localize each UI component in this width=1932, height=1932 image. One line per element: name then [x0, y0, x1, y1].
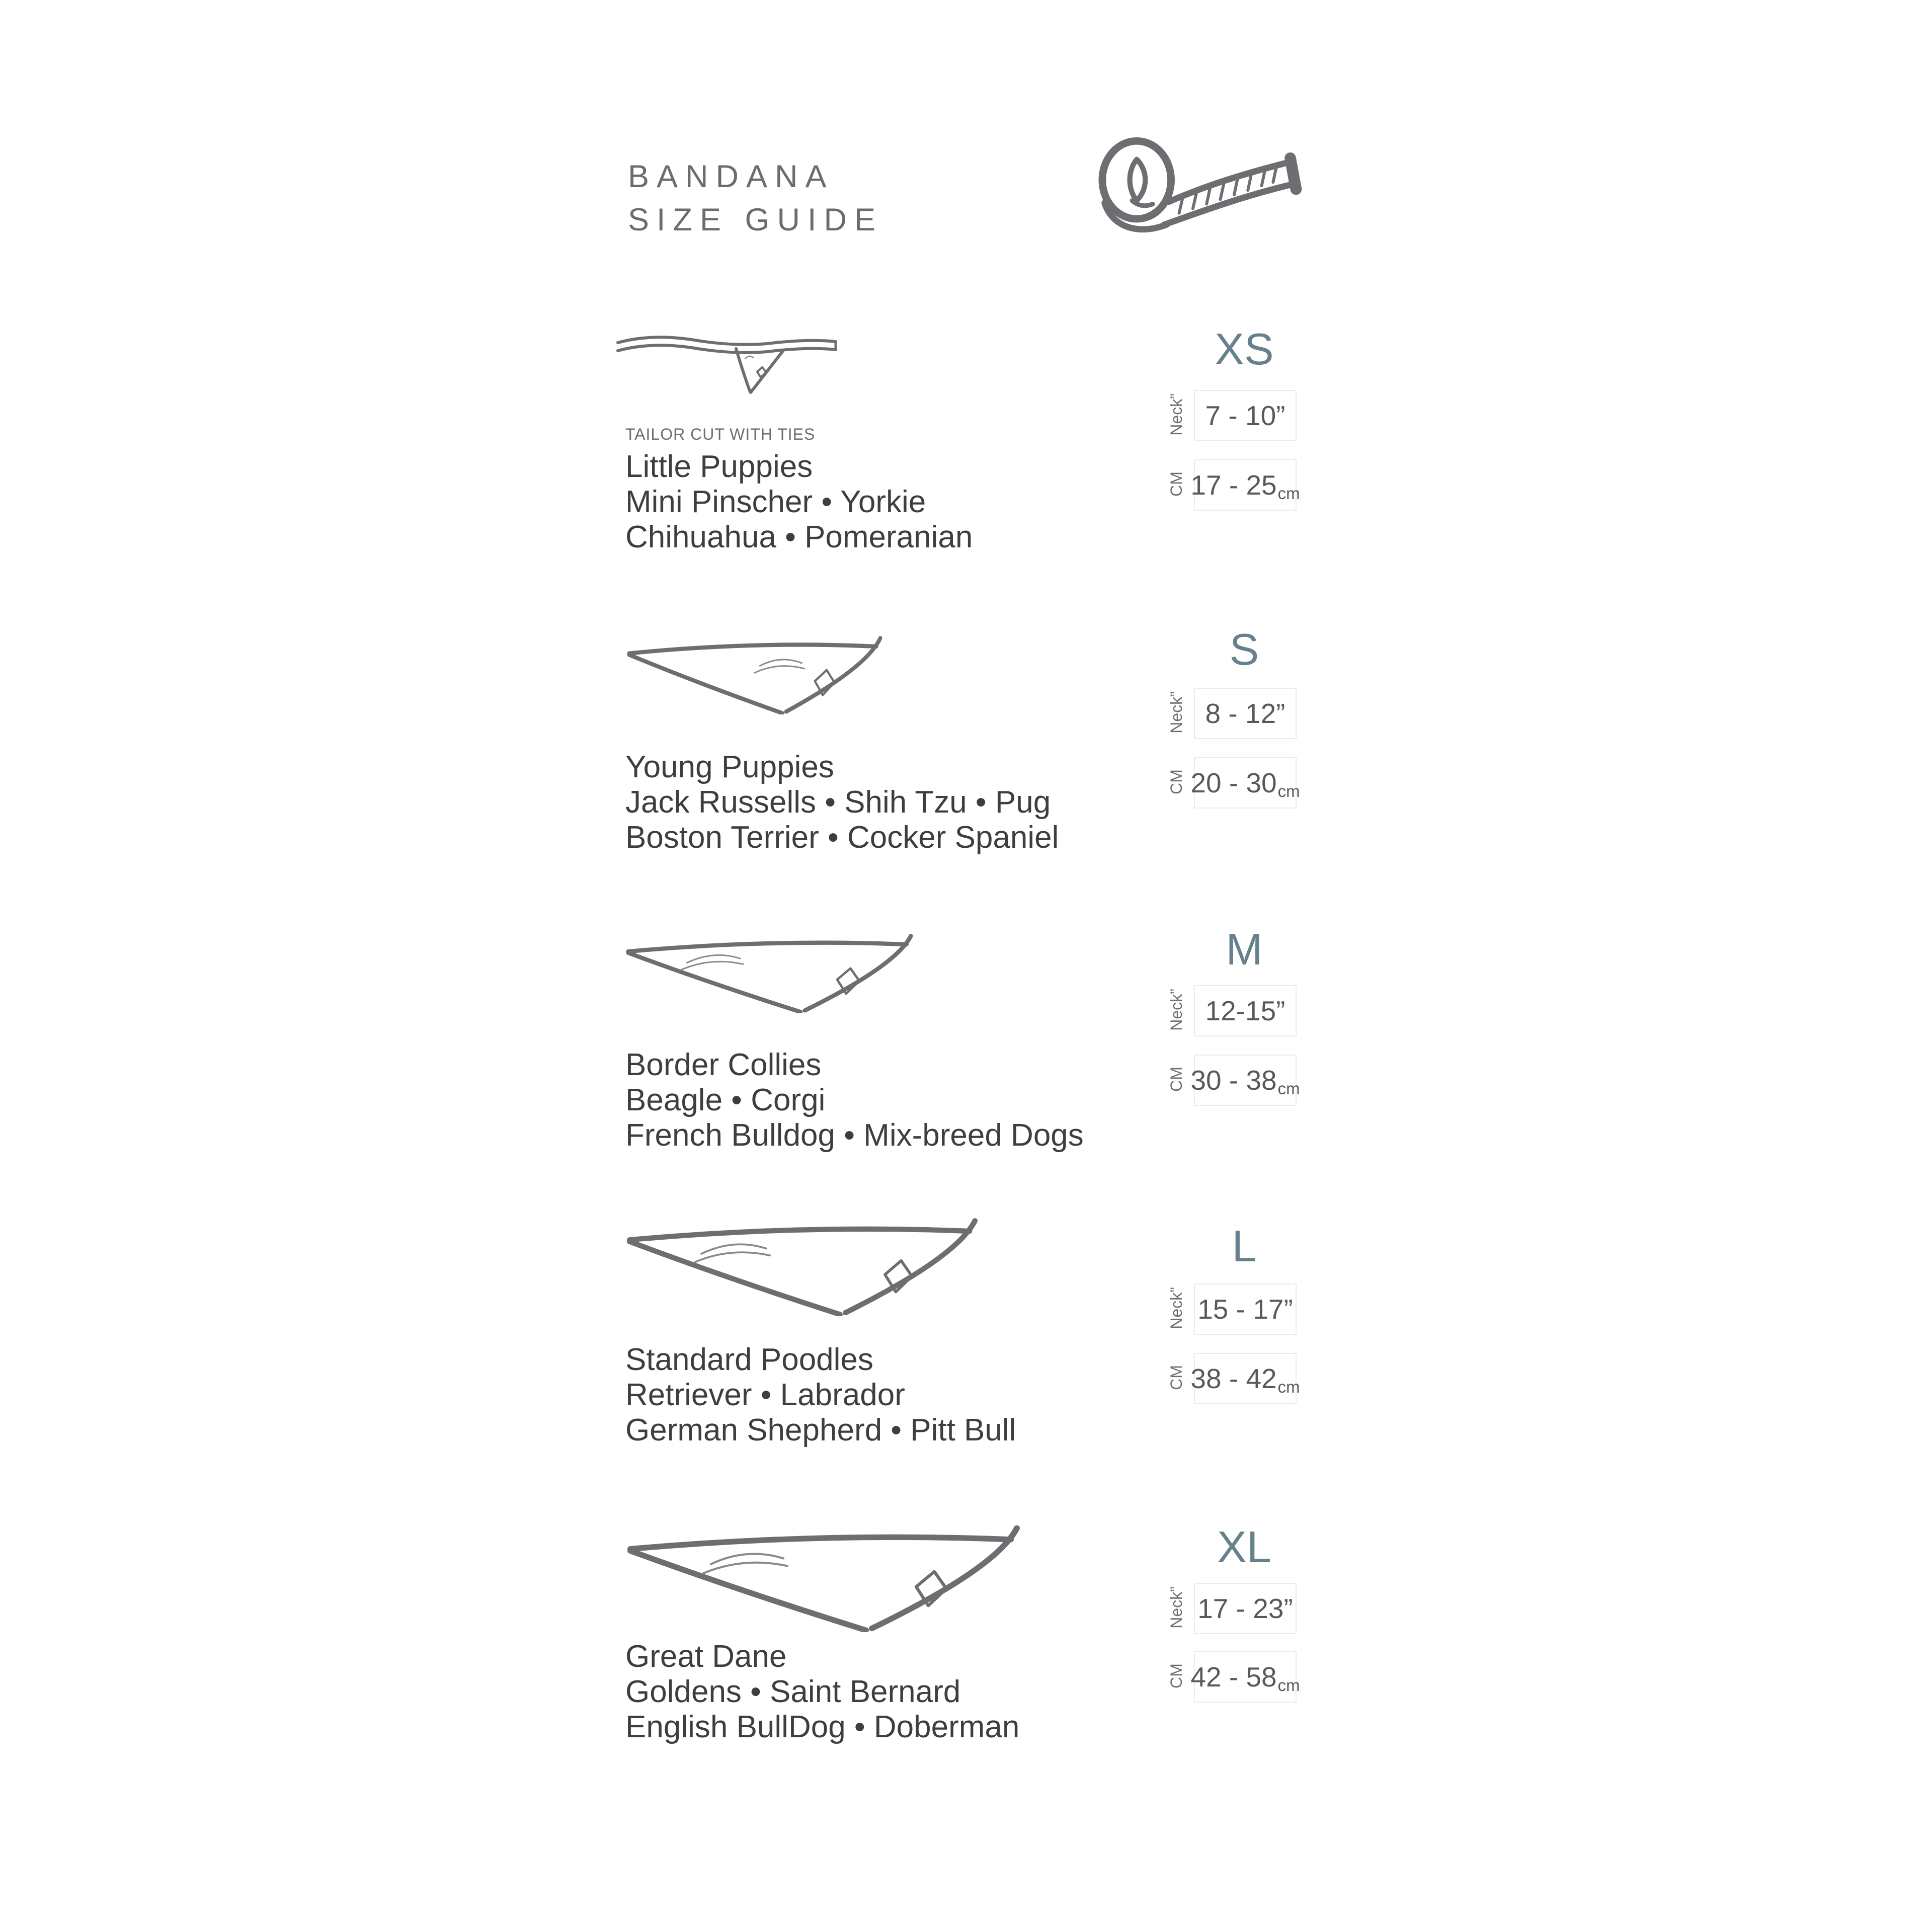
l-neck-cm-box: [1190, 1353, 1300, 1404]
l-cm-unit: cm: [1277, 1378, 1300, 1396]
xs-cm-unit: cm: [1277, 484, 1300, 503]
xl-neck-cm-value: 42 - 58: [1190, 1661, 1277, 1693]
xs-neck-inches-box: [1194, 390, 1297, 441]
xl-neck-inches-box: [1194, 1583, 1297, 1634]
m-breed-line: Beagle • Corgi: [625, 1083, 826, 1117]
size-label-s: S: [1229, 624, 1259, 674]
l-neck-axis-label: Neck”: [1167, 1287, 1185, 1329]
xl-cm-axis-label: CM: [1167, 1663, 1185, 1688]
tape-measure-icon: [1077, 132, 1318, 264]
s-neck-axis-label: Neck”: [1167, 691, 1185, 734]
size-label-xs: XS: [1215, 324, 1274, 374]
s-cm-axis-label: CM: [1167, 769, 1185, 794]
s-breed-line: Jack Russells • Shih Tzu • Pug: [625, 785, 1051, 820]
xs-note: TAILOR CUT WITH TIES: [625, 425, 816, 443]
xl-breed-list: [625, 1639, 1019, 1745]
l-breed-list: [625, 1342, 1016, 1448]
s-neck-cm-value: 20 - 30: [1190, 767, 1277, 798]
xs-cm-axis-label: CM: [1167, 471, 1185, 497]
xl-neck-axis-label: Neck”: [1167, 1586, 1185, 1629]
size-label-l: L: [1232, 1221, 1257, 1271]
bandana-illustration-m: [622, 932, 917, 1013]
bandana-illustration-xl: [622, 1522, 1025, 1632]
bandana-illustration-xs: [616, 327, 838, 404]
xs-breed-line: Chihuahua • Pomeranian: [625, 520, 973, 554]
l-breed-line: Retriever • Labrador: [625, 1378, 905, 1412]
s-breed-line: Young Puppies: [625, 750, 834, 784]
bandana-illustration-l: [622, 1216, 982, 1316]
l-neck-inches-box: [1194, 1283, 1297, 1335]
m-cm-unit: cm: [1277, 1079, 1300, 1098]
size-label-xl: XL: [1217, 1522, 1271, 1572]
m-neck-cm-value: 30 - 38: [1190, 1065, 1277, 1096]
s-neck-inches-value: 8 - 12”: [1205, 698, 1285, 729]
s-neck-cm-box: [1190, 757, 1300, 809]
s-neck-inches-box: [1194, 688, 1297, 739]
xl-neck-cm-box: [1190, 1651, 1300, 1703]
xl-cm-unit: cm: [1277, 1676, 1300, 1695]
m-breed-line: Border Collies: [625, 1048, 822, 1082]
m-neck-inches-box: [1194, 985, 1297, 1036]
l-breed-line: Standard Poodles: [625, 1342, 873, 1377]
bandana-illustration-s: [624, 634, 886, 714]
xs-neck-cm-box: [1190, 459, 1300, 511]
xs-breed-line: Little Puppies: [625, 449, 813, 484]
l-breed-line: German Shepherd • Pitt Bull: [625, 1413, 1016, 1447]
xl-breed-line: English BullDog • Doberman: [625, 1710, 1020, 1744]
page-title: [628, 155, 883, 242]
xs-neck-inches-value: 7 - 10”: [1205, 400, 1285, 431]
s-breed-list: [625, 750, 1059, 855]
m-breed-line: French Bulldog • Mix-breed Dogs: [625, 1118, 1084, 1153]
xs-neck-cm-value: 17 - 25: [1190, 469, 1277, 501]
l-neck-inches-value: 15 - 17”: [1197, 1294, 1293, 1325]
page-title-line1: BANDANA: [628, 159, 834, 194]
xl-breed-line: Great Dane: [625, 1639, 787, 1674]
size-label-m: M: [1226, 924, 1263, 974]
page-title-line2: SIZE GUIDE: [628, 202, 883, 237]
l-neck-cm-value: 38 - 42: [1190, 1363, 1277, 1394]
m-breed-list: [625, 1048, 1084, 1153]
xl-neck-inches-value: 17 - 23”: [1197, 1593, 1293, 1624]
xl-breed-line: Goldens • Saint Bernard: [625, 1674, 961, 1709]
m-neck-axis-label: Neck”: [1167, 989, 1185, 1031]
xs-breed-line: Mini Pinscher • Yorkie: [625, 485, 926, 519]
l-cm-axis-label: CM: [1167, 1365, 1185, 1390]
xs-neck-axis-label: Neck”: [1167, 393, 1185, 436]
s-breed-line: Boston Terrier • Cocker Spaniel: [625, 820, 1059, 855]
m-cm-axis-label: CM: [1167, 1067, 1185, 1092]
s-cm-unit: cm: [1277, 782, 1300, 800]
m-neck-inches-value: 12-15”: [1205, 995, 1285, 1026]
xs-breed-list: [625, 449, 973, 555]
m-neck-cm-box: [1190, 1055, 1300, 1106]
